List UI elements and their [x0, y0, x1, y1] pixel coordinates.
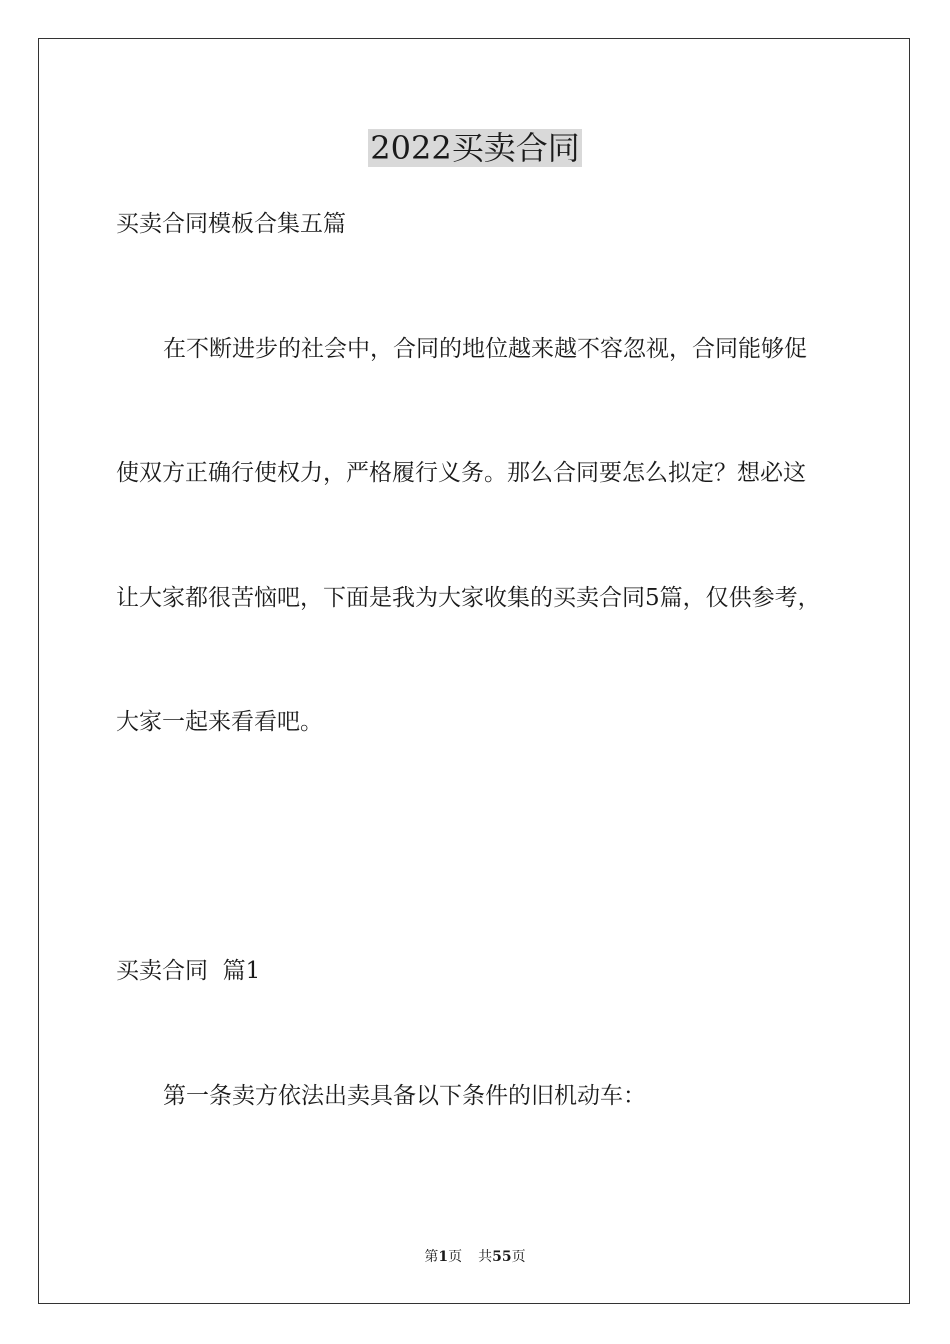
footer-page-total: 55	[492, 1249, 512, 1265]
intro-line-2: 使双方正确行使权力，严格履行义务。那么合同要怎么拟定？想必这	[116, 460, 806, 486]
footer-page-current: 1	[438, 1249, 449, 1265]
article-first-line: 第一条卖方依法出卖具备以下条件的旧机动车：	[163, 1083, 646, 1109]
footer-page-prefix: 第	[424, 1249, 439, 1265]
document-title	[0, 126, 950, 170]
footer-total-prefix: 共	[478, 1249, 493, 1265]
intro-line-1: 在不断进步的社会中，合同的地位越来越不容忽视，合同能够促	[163, 336, 807, 362]
footer-page-suffix: 页	[448, 1249, 463, 1265]
intro-line-4: 大家一起来看看吧。	[116, 709, 323, 735]
section-heading: 买卖合同 篇1	[116, 958, 261, 984]
page-footer	[0, 1247, 950, 1267]
footer-total-suffix: 页	[511, 1249, 526, 1265]
document-title-text: 2022买卖合同	[370, 129, 580, 167]
document-subtitle: 买卖合同模板合集五篇	[116, 211, 346, 237]
intro-line-3: 让大家都很苦恼吧，下面是我为大家收集的买卖合同5篇，仅供参考，	[116, 585, 821, 611]
